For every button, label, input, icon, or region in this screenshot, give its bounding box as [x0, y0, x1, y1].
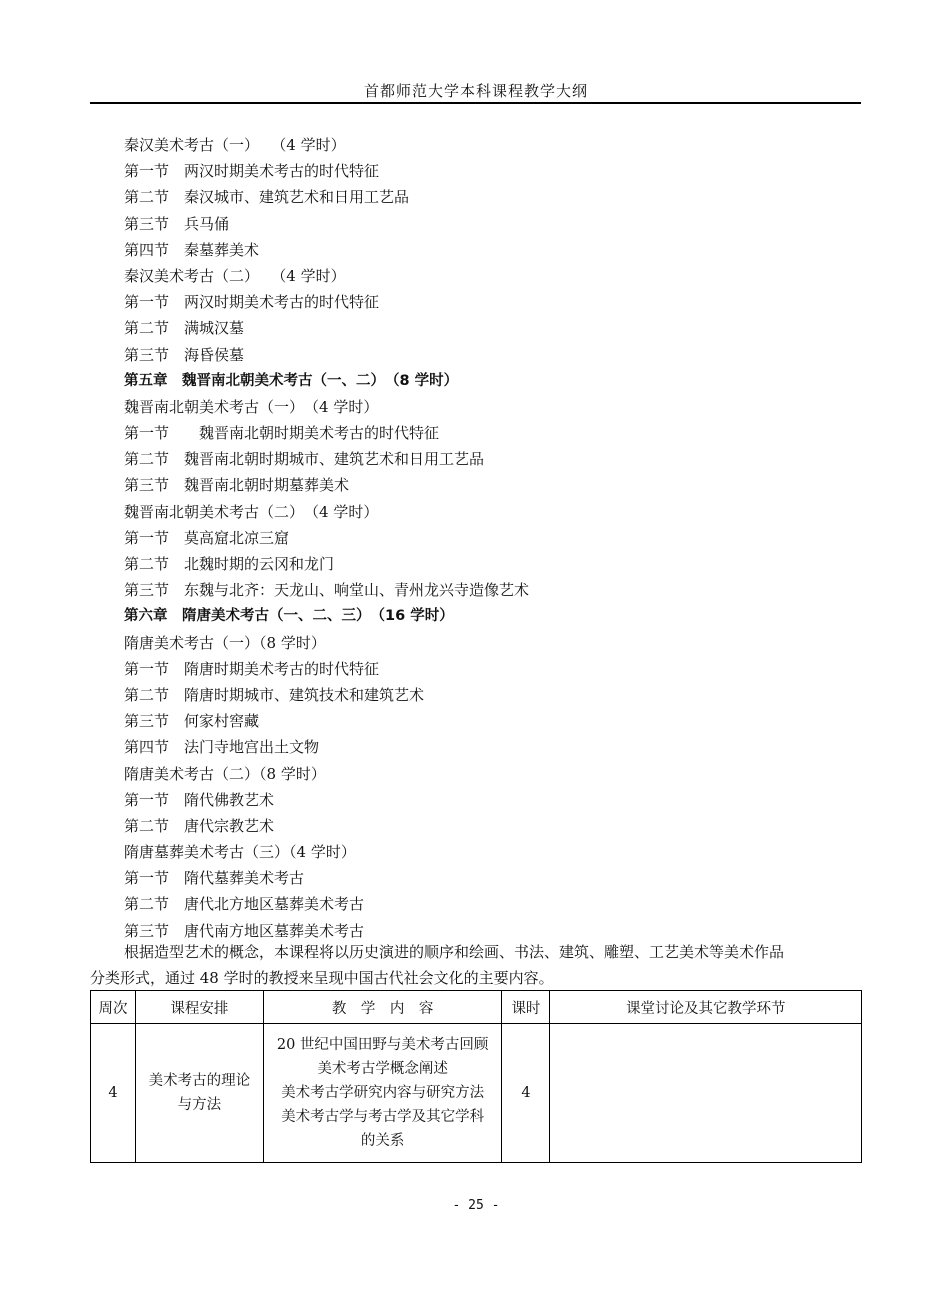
chapter-heading: 第六章 隋唐美术考古（一、二、三） （16 学时） [124, 608, 454, 625]
outline-item: 第一节 隋代佛教艺术 [124, 790, 275, 809]
outline-item: 第一节 魏晋南北朝时期美术考古的时代特征 [124, 424, 440, 443]
column-header-discussion: 课堂讨论及其它教学环节 [550, 991, 862, 1024]
outline-item: 第三节 海昏侯墓 [124, 345, 245, 364]
header-rule [90, 102, 861, 104]
outline-item: 第三节 东魏与北齐：天龙山、响堂山、青州龙兴寺造像艺术 [124, 581, 530, 600]
outline-item: 第二节 满城汉墓 [124, 319, 245, 338]
cell-arrangement-line: 美术考古的理论 [148, 1073, 251, 1089]
outline-item: 秦汉美术考古（一） （4 学时） [124, 136, 346, 154]
cell-hours: 4 [502, 1024, 550, 1163]
course-description [90, 939, 861, 991]
cell-arrangement [135, 1024, 263, 1163]
teaching-schedule-table [90, 990, 862, 1163]
chapter-heading: 第五章 魏晋南北朝美术考古（一、二） （8 学时） [124, 372, 459, 389]
outline-item: 第一节 隋代墓葬美术考古 [124, 869, 305, 888]
outline-item: 第二节 北魏时期的云冈和龙门 [124, 555, 335, 573]
outline-item: 第三节 魏晋南北朝时期墓葬美术 [124, 476, 350, 495]
cell-week: 4 [91, 1024, 136, 1163]
outline-item: 隋唐墓葬美术考古（三）（4 学时） [124, 843, 356, 862]
cell-arrangement-line: 与方法 [177, 1097, 222, 1113]
outline-item: 第一节 两汉时期美术考古的时代特征 [124, 162, 380, 181]
column-header-week: 周次 [91, 991, 136, 1024]
outline-item: 第一节 莫高窟北凉三窟 [124, 528, 290, 547]
outline-item: 第二节 魏晋南北朝时期城市、建筑艺术和日用工艺品 [124, 450, 485, 469]
column-header-content: 教 学 内 容 [263, 991, 502, 1024]
outline-item: 秦汉美术考古（二） （4 学时） [124, 266, 346, 285]
column-header-arrangement: 课程安排 [135, 991, 263, 1024]
outline-item: 第二节 唐代宗教艺术 [124, 816, 275, 835]
cell-content-line: 美术考古学概念阐述 [317, 1061, 448, 1077]
outline-item: 第一节 隋唐时期美术考古的时代特征 [124, 659, 380, 678]
table-header-row [91, 991, 862, 1024]
outline-item: 隋唐美术考古（二）（8 学时） [124, 764, 326, 783]
outline-item: 第二节 隋唐时期城市、建筑技术和建筑艺术 [124, 685, 425, 704]
outline-item: 第三节 兵马俑 [124, 214, 230, 233]
syllabus-outline [124, 132, 529, 944]
page-header-title: 首都师范大学本科课程教学大纲 [363, 82, 588, 100]
course-description-line-1: 根据造型艺术的概念，本课程将以历史演进的顺序和绘画、书法、建筑、雕塑、工艺美术等美术作品 [124, 943, 785, 961]
cell-content-line: 美术考古学研究内容与研究方法 [281, 1085, 485, 1101]
outline-item: 第二节 秦汉城市、建筑艺术和日用工艺品 [124, 188, 410, 207]
cell-content-line: 20 世纪中国田野与美术考古回顾 [276, 1037, 489, 1053]
outline-item: 第三节 何家村窖藏 [124, 712, 260, 731]
column-header-hours: 课时 [502, 991, 550, 1024]
outline-item: 第一节 两汉时期美术考古的时代特征 [124, 293, 380, 312]
course-description-line-2: 分类形式，通过 48 学时的教授来呈现中国古代社会文化的主要内容。 [90, 969, 554, 987]
outline-item: 魏晋南北朝美术考古（二） （4 学时） [124, 502, 379, 521]
outline-item: 第二节 唐代北方地区墓葬美术考古 [124, 895, 365, 914]
cell-content [263, 1024, 502, 1163]
outline-item: 第四节 秦墓葬美术 [124, 240, 260, 259]
cell-content-line: 的关系 [360, 1133, 405, 1149]
outline-item: 隋唐美术考古（一）（8 学时） [124, 633, 326, 652]
outline-item: 第三节 唐代南方地区墓葬美术考古 [124, 921, 365, 940]
cell-content-line: 美术考古学与考古学及其它学科 [281, 1109, 485, 1125]
outline-item: 第四节 法门寺地宫出土文物 [124, 738, 320, 757]
table-row [91, 1024, 862, 1163]
cell-discussion [550, 1024, 862, 1163]
page-number: - 25 - [452, 1198, 500, 1213]
outline-item: 魏晋南北朝美术考古（一） （4 学时） [124, 397, 379, 416]
